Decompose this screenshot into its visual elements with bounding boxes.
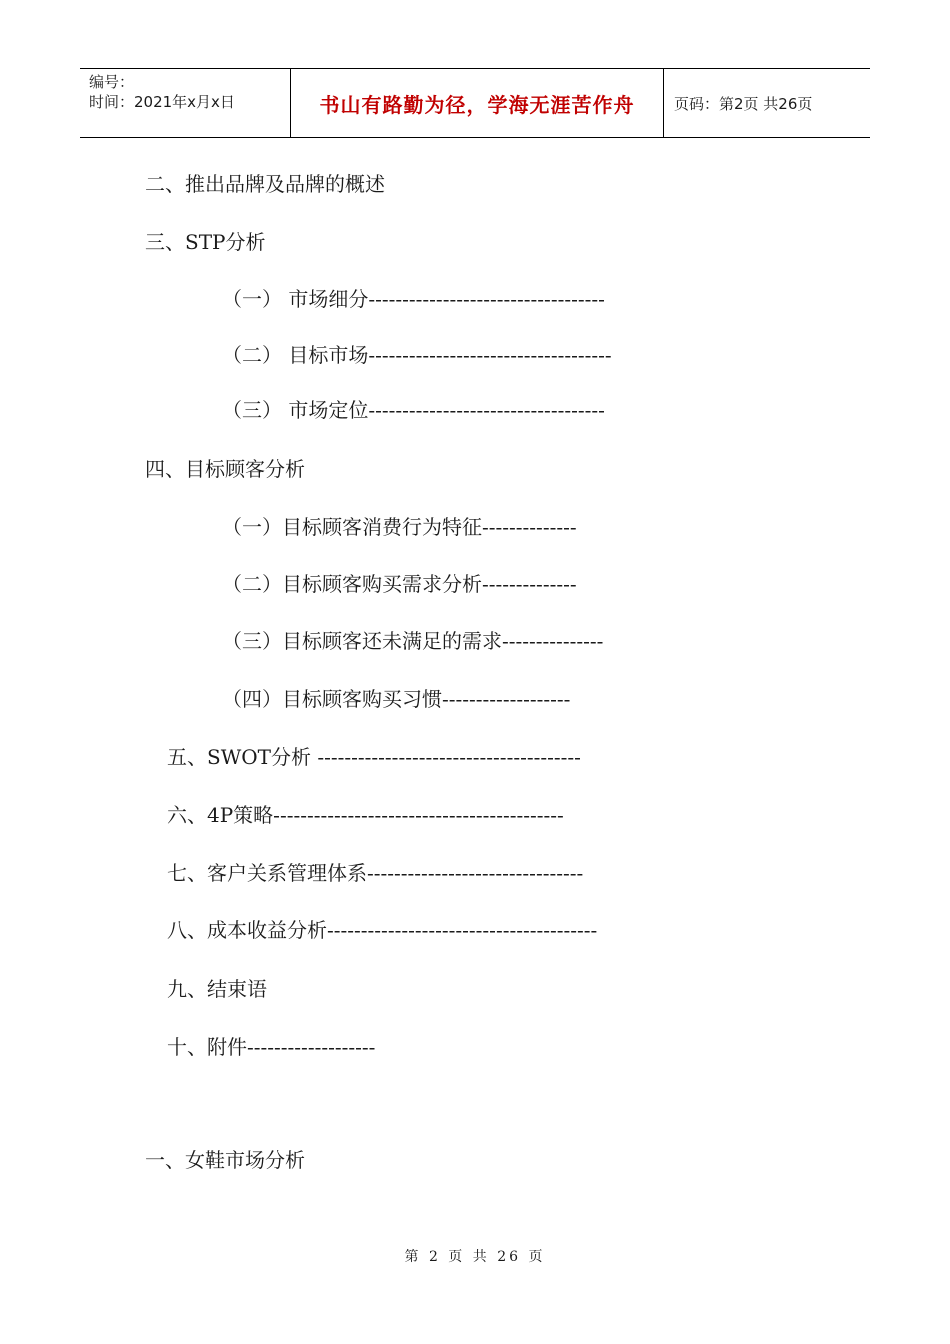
toc-subitem: （二）目标顾客购买需求分析-------------- bbox=[222, 572, 577, 596]
header-motto: 书山有路勤为径，学海无涯苦作舟 bbox=[291, 69, 664, 137]
toc-subitem: （四）目标顾客购买习惯------------------- bbox=[222, 687, 571, 711]
toc-item: 二、推出品牌及品牌的概述 bbox=[145, 172, 385, 196]
toc-subitem: （一）目标顾客消费行为特征-------------- bbox=[222, 515, 577, 539]
header-page-info: 页码：第2页 共26页 bbox=[674, 94, 813, 113]
toc-item: 六、4P策略------------------------------------------- bbox=[167, 803, 564, 827]
section-heading: 一、女鞋市场分析 bbox=[145, 1148, 305, 1172]
toc-subitem: （二） 目标市场------------------------------------ bbox=[222, 343, 612, 367]
document-number-label: 编号： bbox=[89, 73, 135, 91]
document-date: 时间：2021年x月x日 bbox=[89, 93, 235, 111]
toc-item: 九、结束语 bbox=[167, 977, 267, 1001]
toc-item: 十、附件------------------- bbox=[167, 1035, 376, 1059]
document-header bbox=[80, 68, 870, 138]
toc-subitem: （三） 市场定位----------------------------------- bbox=[222, 398, 605, 422]
page-footer: 第 2 页 共 26 页 bbox=[404, 1249, 546, 1265]
toc-item: 八、成本收益分析---------------------------------------- bbox=[167, 918, 598, 942]
header-meta bbox=[80, 69, 291, 137]
toc-subitem: （三）目标顾客还未满足的需求--------------- bbox=[222, 629, 604, 653]
toc-item: 四、目标顾客分析 bbox=[145, 457, 305, 481]
toc-subitem: （一） 市场细分----------------------------------- bbox=[222, 287, 605, 311]
toc-item: 五、SWOT分析 --------------------------------------- bbox=[167, 745, 581, 769]
toc-item: 三、STP分析 bbox=[145, 230, 266, 254]
toc-item: 七、客户关系管理体系-------------------------------- bbox=[167, 861, 584, 885]
